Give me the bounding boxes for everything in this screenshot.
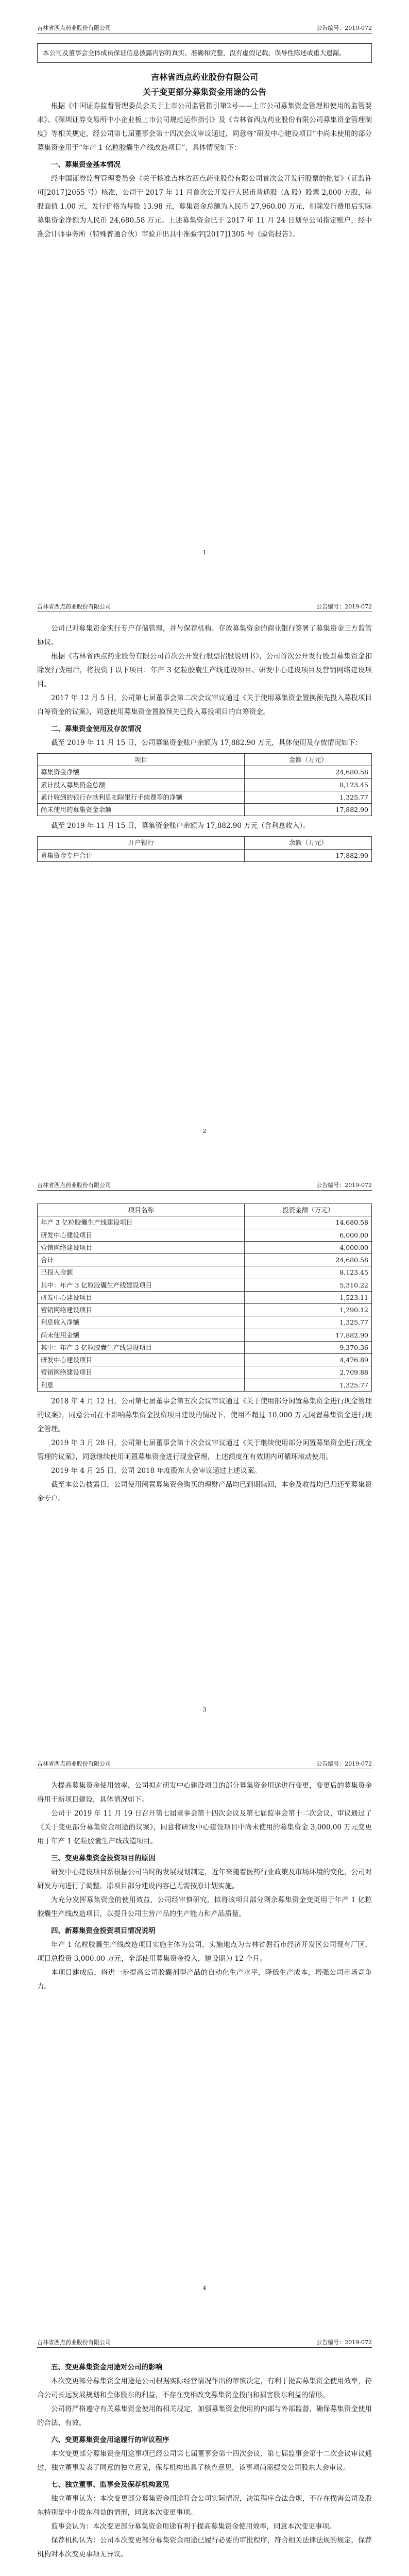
table-cell-label: 其中：年产 3 亿粒胶囊生产线建设项目 xyxy=(38,1279,245,1291)
paragraph: 公司已对募集资金实行专户存储管理，并与保荐机构、存放募集资金的商业银行签署了募集资金三方监管协议。 xyxy=(37,624,372,647)
page-header xyxy=(37,2338,372,2348)
table-cell-label: 年产 3 亿粒胶囊生产线建设项目 xyxy=(38,1216,245,1229)
table-header-cell: 项目名称 xyxy=(38,1204,245,1216)
table-row xyxy=(38,849,372,861)
paragraph: 本次变更部分募集资金用途是公司根据实际经营情况作出的审慎决定，有利于提高募集资金使用效率，符合公司长远发展规划和全体股东的利益，不存在变相改变募集资金投向和损害股东利益的情形。 xyxy=(37,2377,372,2399)
project-table xyxy=(37,1204,372,1392)
table-row xyxy=(38,1366,372,1379)
header-company: 吉林省西点药业股份有限公司 xyxy=(37,25,111,31)
table-header-cell: 项目 xyxy=(38,754,245,766)
table-row xyxy=(38,1241,372,1253)
table-cell-label: 累计收到的银行存款利息扣除银行手续费等的净额 xyxy=(38,791,245,803)
table-header-row xyxy=(38,1204,372,1216)
doc-title-company: 吉林省西点药业股份有限公司 xyxy=(150,72,258,82)
paragraph: 2019 年 4 月 25 日，公司 2018 年度股东大会审议通过上述议案。 xyxy=(51,1466,262,1475)
paragraph: 年产 1 亿粒胶囊生产线改造项目实施主体为公司，实施地点为吉林省磐石市经济开发区公司现有厂区，项目总投资 3,000.00 万元，全部使用募集资金投入，建设期为 12 个月。 xyxy=(37,1941,372,1963)
paragraph: 本项目建成后，将进一步提高公司胶囊剂型产品的自动化生产水平，降低生产成本，增强公司市场竞争力。 xyxy=(37,1969,372,1991)
page-5 xyxy=(0,2314,409,2576)
table-cell-label: 利息 xyxy=(38,1379,245,1391)
table-header-row xyxy=(38,837,372,849)
header-notice-number: 公告编号：2019-072 xyxy=(316,25,372,31)
table-cell-value: 14,680.58 xyxy=(245,1216,372,1229)
header-company: 吉林省西点药业股份有限公司 xyxy=(37,1182,111,1189)
table-cell-value: 8,123.45 xyxy=(245,778,372,791)
table-cell-label: 研发中心建设项目 xyxy=(38,1354,245,1366)
table-cell-label: 募集资金净额 xyxy=(38,766,245,778)
table-row xyxy=(38,778,372,791)
table-row xyxy=(38,1379,372,1391)
section-heading: 一、募集资金基本情况 xyxy=(51,161,121,170)
table-cell-value: 1,290.12 xyxy=(245,1304,372,1316)
paragraph: 截至 2019 年 11 月 15 日，募集资金账户余额为 17,882.90 万元（含利息收入）。 xyxy=(51,822,310,831)
header-company: 吉林省西点药业股份有限公司 xyxy=(37,603,111,610)
page-4 xyxy=(0,1736,409,2314)
table-header-cell: 余额（万元） xyxy=(245,837,372,849)
header-notice-number: 公告编号：2019-072 xyxy=(316,603,372,610)
header-company: 吉林省西点药业股份有限公司 xyxy=(37,2339,111,2346)
table-row xyxy=(38,1279,372,1291)
table-cell-label: 募集资金专户合计 xyxy=(38,849,245,861)
bank-table xyxy=(37,836,372,862)
table-row xyxy=(38,1341,372,1353)
page-number: 4 xyxy=(202,2285,207,2292)
page-content xyxy=(37,2358,372,2562)
page-3 xyxy=(0,1157,409,1736)
table-header-cell: 开户银行 xyxy=(38,837,245,849)
paragraph: 独立董事认为：本次变更部分募集资金用途符合公司实际情况，决策程序合法合规，不存在损害公司及股东特别是中小股东利益的情形，同意本次变更事项。 xyxy=(37,2495,372,2517)
page-content xyxy=(37,43,372,242)
paragraph: 根据《吉林省西点药业股份有限公司首次公开发行股票招股说明书》，公司首次公开发行股票募集资金扣除发行费用后，将投资于以下项目：年产 3 亿粒胶囊生产线建设项目、研发中心建设项目及营销网络建设项目。 xyxy=(37,652,372,688)
paragraph: 截至本公告披露日，公司使用闲置募集资金购买的理财产品均已到期赎回，本金及收益均已归还至募集资金专户。 xyxy=(37,1480,372,1503)
paragraph: 公司将严格遵守有关募集资金使用的相关规定，加强募集资金使用的内部与外部监督，确保募集资金使用的合法、有效。 xyxy=(37,2405,372,2427)
paragraph: 2017 年 12 月 5 日，公司第七届董事会第二次会议审议通过《关于使用募集资金置换预先投入募投项目自筹资金的议案》，同意使用募集资金置换预先已投入募投项目的自筹资金。 xyxy=(37,694,372,716)
table-cell-value: 17,882.90 xyxy=(245,804,372,816)
table-header-row xyxy=(38,754,372,766)
paragraph: 为充分发挥募集资金的使用效益，公司经审慎研究，拟将该项目部分剩余募集资金变更用于年产 1 亿粒胶囊生产线改造项目，以提升公司主营产品的生产能力和产品质量。 xyxy=(37,1896,372,1918)
table-cell-value: 24,680.58 xyxy=(245,1254,372,1266)
header-notice-number: 公告编号：2019-072 xyxy=(316,1760,372,1767)
funds-table xyxy=(37,753,372,816)
disclaimer-box: 本公司及董事会全体成员保证信息披露内容的真实、准确和完整，没有虚假记载、误导性陈述或重大遗漏。 xyxy=(37,43,372,63)
page-header xyxy=(37,24,372,33)
intro-paragraph: 根据《中国证券监督管理委员会关于上市公司监管指引第2号——上市公司募集资金管理和使用的监管要求》、《深圳证券交易所中小企业板上市公司规范运作指引》及《吉林省西点药业股份有限公司募集资金管理制度》等相关规定，经公司第七届董事会第十四次会议审议通过，同意将“研发中心建设项目”中尚未使用的部分募集资金用于“年产 1 亿粒胶囊生产线改造项目”，具体情况如下： xyxy=(37,102,372,152)
page-number: 3 xyxy=(202,1706,207,1713)
paragraph: 2019 年 3 月 28 日，公司第七届董事会第十次会议审议通过《关于继续使用部分闲置募集资金进行现金管理的议案》，同意继续使用闲置募集资金进行现金管理，上述额度在有效期内可循环滚动使用。 xyxy=(37,1438,372,1461)
paragraph: 截至 2019 年 11 月 15 日，公司募集资金账户余额为 17,882.90 万元，具体使用及存放情况如下： xyxy=(51,739,362,747)
table-cell-value: 6,000.00 xyxy=(245,1229,372,1241)
table-row xyxy=(38,1254,372,1266)
table-cell-label: 累计投入募集资金总额 xyxy=(38,778,245,791)
table-cell-label: 研发中心建设项目 xyxy=(38,1229,245,1241)
section-heading: 二、募集资金使用及存放情况 xyxy=(51,725,142,733)
table-cell-value: 5,310.22 xyxy=(245,1279,372,1291)
table-header-cell: 投资金额（万元） xyxy=(245,1204,372,1216)
page-1 xyxy=(0,0,409,579)
table-cell-label: 研发中心建设项目 xyxy=(38,1291,245,1303)
table-cell-label: 利息收入净额 xyxy=(38,1316,245,1329)
section-heading: 四、新募集资金投资项目情况说明 xyxy=(51,1927,156,1935)
table-cell-label: 营销网络建设项目 xyxy=(38,1304,245,1316)
paragraph: 为提高募集资金使用效率，公司拟对研发中心建设项目的部分募集资金用途进行变更，变更后的募集资金将用于新项目建设，具体情况如下。 xyxy=(37,1782,372,1804)
table-cell-value: 1,325.77 xyxy=(245,1379,372,1391)
page-header xyxy=(37,1181,372,1191)
table-row xyxy=(38,804,372,816)
table-cell-label: 尚未使用金额 xyxy=(38,1329,245,1341)
table-row xyxy=(38,791,372,803)
paragraph: 研发中心建设项目系根据公司当时的发展规划制定，近年来随着医药行业政策及市场环境的变化，公司对研发方向进行了调整，原项目部分建设内容已无需按原计划实施。 xyxy=(37,1868,372,1890)
table-row xyxy=(38,1216,372,1229)
table-row xyxy=(38,1354,372,1366)
section-heading: 五、变更募集资金用途对公司的影响 xyxy=(51,2363,162,2371)
page-2 xyxy=(0,579,409,1157)
paragraph: 本次变更部分募集资金用途事项已经公司第七届董事会第十四次会议、第七届监事会第十二次会议审议通过，独立董事发表了同意的独立意见，保荐机构出具了核查意见，该事项尚需提交公司股东大会审议。 xyxy=(37,2450,372,2472)
page-header xyxy=(37,602,372,612)
table-cell-value: 24,680.58 xyxy=(245,766,372,778)
table-row xyxy=(38,1316,372,1329)
table-cell-label: 营销网络建设项目 xyxy=(38,1241,245,1253)
header-notice-number: 公告编号：2019-072 xyxy=(316,2339,372,2346)
table-cell-value: 1,325.77 xyxy=(245,791,372,803)
table-cell-label: 已投入金额 xyxy=(38,1266,245,1279)
table-row xyxy=(38,1266,372,1279)
paragraph: 监事会认为：本次变更部分募集资金用途有利于提高募集资金使用效率，同意本次变更事项。 xyxy=(51,2522,336,2531)
page-content xyxy=(37,1779,372,1994)
page-number: 1 xyxy=(202,549,207,556)
table-cell-value: 17,882.90 xyxy=(245,849,372,861)
table-cell-label: 合计 xyxy=(38,1254,245,1266)
page-content xyxy=(37,1200,372,1506)
table-row xyxy=(38,766,372,778)
table-row xyxy=(38,1291,372,1303)
page-content xyxy=(37,622,372,865)
table-cell-value: 1,523.11 xyxy=(245,1291,372,1303)
table-cell-value: 8,123.45 xyxy=(245,1266,372,1279)
table-row xyxy=(38,1329,372,1341)
table-cell-label: 其中：年产 3 亿粒胶囊生产线建设项目 xyxy=(38,1341,245,1353)
table-cell-label: 营销网络建设项目 xyxy=(38,1366,245,1379)
paragraph: 经中国证券监督管理委员会《关于核准吉林省西点药业股份有限公司首次公开发行股票的批复》（证监许可[2017]2055 号）核准，公司于 2017 年 11 月首次公开发行人民币普通股（A 股）股票 2,000 万股，每股面值 1.00 元，发行价格为每股 13.98 元，募集资金总额为人民币 27,960.00 万元，扣除发行费用后实际募集资金净额为人民币 24,680.58 万元。上述募集资金已于 2017 年 11 月 24 日划至公司指定账户，经中准会计师事务所（特殊普通合伙）审验并出具中准验字[2017]1305 号《验资报告》。 xyxy=(37,175,372,239)
paragraph: 2018 年 4 月 12 日，公司第七届董事会第五次会议审议通过《关于使用部分闲置募集资金进行现金管理的议案》，同意公司在不影响募集资金投资项目建设的情况下，使用不超过 10,000 万元闲置募集资金进行现金管理。 xyxy=(37,1397,372,1433)
table-cell-value: 9,370.36 xyxy=(245,1341,372,1353)
doc-title: 关于变更部分募集资金用途的公告 xyxy=(142,87,266,97)
section-heading: 七、独立董事、监事会及保荐机构意见 xyxy=(51,2481,169,2489)
table-cell-value: 4,000.00 xyxy=(245,1241,372,1253)
header-notice-number: 公告编号：2019-072 xyxy=(316,1182,372,1189)
table-cell-label: 尚未使用的募集资金余额 xyxy=(38,804,245,816)
section-heading: 三、变更募集资金投资项目的原因 xyxy=(51,1854,156,1862)
table-header-cell: 金额（万元） xyxy=(245,754,372,766)
header-company: 吉林省西点药业股份有限公司 xyxy=(37,1760,111,1767)
section-heading: 六、变更募集资金用途履行的审议程序 xyxy=(51,2436,169,2444)
table-cell-value: 2,709.88 xyxy=(245,1366,372,1379)
page-number: 2 xyxy=(202,1128,207,1134)
page-header xyxy=(37,1759,372,1769)
table-row xyxy=(38,1304,372,1316)
paragraph: 公司于 2019 年 11 月 19 日召开第七届董事会第十四次会议及第七届监事会第十二次会议，审议通过了《关于变更部分募集资金用途的议案》，同意将研发中心建设项目中尚未使用的募集资金 3,000.00 万元变更用于年产 1 亿粒胶囊生产线改造项目。 xyxy=(37,1809,372,1845)
paragraph: 保荐机构认为：公司本次变更部分募集资金用途已履行必要的审批程序，符合相关法律法规的规定，保荐机构对本次变更事项无异议。 xyxy=(37,2536,372,2558)
table-cell-value: 17,882.90 xyxy=(245,1329,372,1341)
table-cell-value: 1,325.77 xyxy=(245,1316,372,1329)
table-cell-value: 4,476.89 xyxy=(245,1354,372,1366)
table-row xyxy=(38,1229,372,1241)
